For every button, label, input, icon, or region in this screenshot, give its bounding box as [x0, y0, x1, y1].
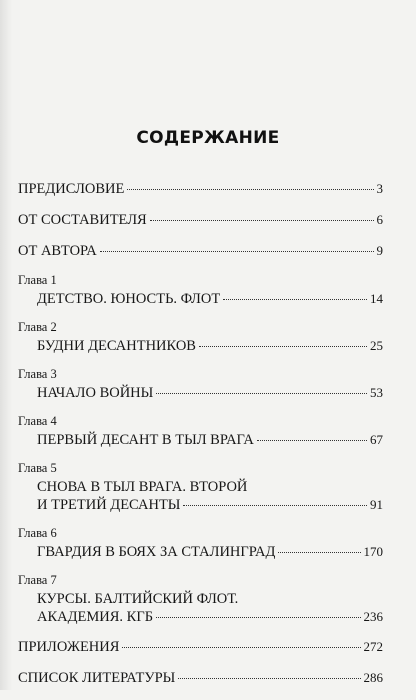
- toc-entry-title: ОТ АВТОРА: [18, 243, 97, 259]
- dot-leader: [122, 647, 360, 648]
- toc-entry-title: НАЧАЛО ВОЙНЫ: [37, 385, 154, 401]
- toc-entry-title-line-1: КУРСЫ. БАЛТИЙСКИЙ ФЛОТ.: [37, 591, 239, 607]
- toc-row: [18, 431, 383, 449]
- toc-entry-chapter-7: [18, 573, 383, 626]
- dot-leader: [199, 346, 367, 347]
- toc-page-number: 272: [363, 639, 383, 654]
- toc-page-number: 14: [370, 291, 383, 306]
- toc-page-number: 91: [370, 497, 383, 512]
- toc-entry-chapter-5: [18, 461, 383, 514]
- toc-entry-chapter-6: [18, 526, 383, 561]
- toc-entry-author: [18, 242, 383, 260]
- toc-entry-title: ПРЕДИСЛОВИЕ: [18, 181, 125, 197]
- toc-row: [18, 290, 383, 308]
- dot-leader: [127, 189, 373, 190]
- dot-leader: [100, 251, 374, 252]
- toc-page-number: 25: [370, 338, 383, 353]
- toc-entry-preface: [18, 180, 383, 198]
- toc-row: [18, 496, 383, 514]
- chapter-label: Глава 6: [18, 526, 57, 540]
- toc-row: [18, 669, 383, 687]
- dot-leader: [156, 393, 367, 394]
- toc-row: [18, 242, 383, 260]
- page-title: СОДЕРЖАНИЕ: [136, 128, 280, 148]
- toc-entry-title: СПИСОК ЛИТЕРАТУРЫ: [18, 670, 176, 686]
- toc-entry-title: БУДНИ ДЕСАНТНИКОВ: [37, 338, 196, 354]
- toc-entry-compiler: [18, 211, 383, 229]
- dot-leader: [257, 440, 367, 441]
- chapter-label: Глава 3: [18, 367, 57, 381]
- toc-entry-chapter-1: [18, 273, 383, 308]
- toc-page-number: 3: [376, 181, 383, 196]
- dot-leader: [178, 678, 360, 679]
- toc-entry-title: АКАДЕМИЯ. КГБ: [37, 609, 154, 625]
- toc-page-number: 286: [363, 670, 383, 685]
- toc-page-number: 9: [376, 243, 383, 258]
- toc-entry-bibliography: [18, 669, 383, 687]
- toc-row: [18, 337, 383, 355]
- toc-page-number: 53: [370, 385, 383, 400]
- toc-entry-title: ГВАРДИЯ В БОЯХ ЗА СТАЛИНГРАД: [37, 544, 276, 560]
- toc-page-number: 236: [363, 609, 383, 624]
- toc-entry-appendices: [18, 638, 383, 656]
- toc-page-number: 67: [370, 432, 383, 447]
- toc-entry-chapter-2: [18, 320, 383, 355]
- toc-entry-title: ПРИЛОЖЕНИЯ: [18, 639, 120, 655]
- dot-leader: [150, 220, 374, 221]
- toc-entry-title-line-1: СНОВА В ТЫЛ ВРАГА. ВТОРОЙ: [37, 479, 248, 495]
- toc-entry-title: ОТ СОСТАВИТЕЛЯ: [18, 212, 147, 228]
- toc-entry-title: ДЕТСТВО. ЮНОСТЬ. ФЛОТ: [37, 291, 221, 307]
- chapter-label: Глава 7: [18, 573, 57, 587]
- toc-row: [18, 211, 383, 229]
- dot-leader: [183, 505, 367, 506]
- toc-entry-chapter-4: [18, 414, 383, 449]
- chapter-label: Глава 1: [18, 273, 57, 287]
- table-of-contents: [18, 180, 383, 700]
- toc-row: [18, 180, 383, 198]
- chapter-label: Глава 4: [18, 414, 57, 428]
- toc-entry-chapter-3: [18, 367, 383, 402]
- dot-leader: [156, 617, 360, 618]
- toc-entry-title: ПЕРВЫЙ ДЕСАНТ В ТЫЛ ВРАГА: [37, 432, 254, 448]
- toc-row: [18, 384, 383, 402]
- toc-page-number: 6: [376, 212, 383, 227]
- chapter-label: Глава 2: [18, 320, 57, 334]
- dot-leader: [278, 552, 360, 553]
- toc-row: [18, 608, 383, 626]
- chapter-label: Глава 5: [18, 461, 57, 475]
- dot-leader: [223, 299, 367, 300]
- toc-entry-title: И ТРЕТИЙ ДЕСАНТЫ: [37, 497, 181, 513]
- toc-row: [18, 543, 383, 561]
- toc-page-number: 170: [363, 544, 383, 559]
- toc-row: [18, 638, 383, 656]
